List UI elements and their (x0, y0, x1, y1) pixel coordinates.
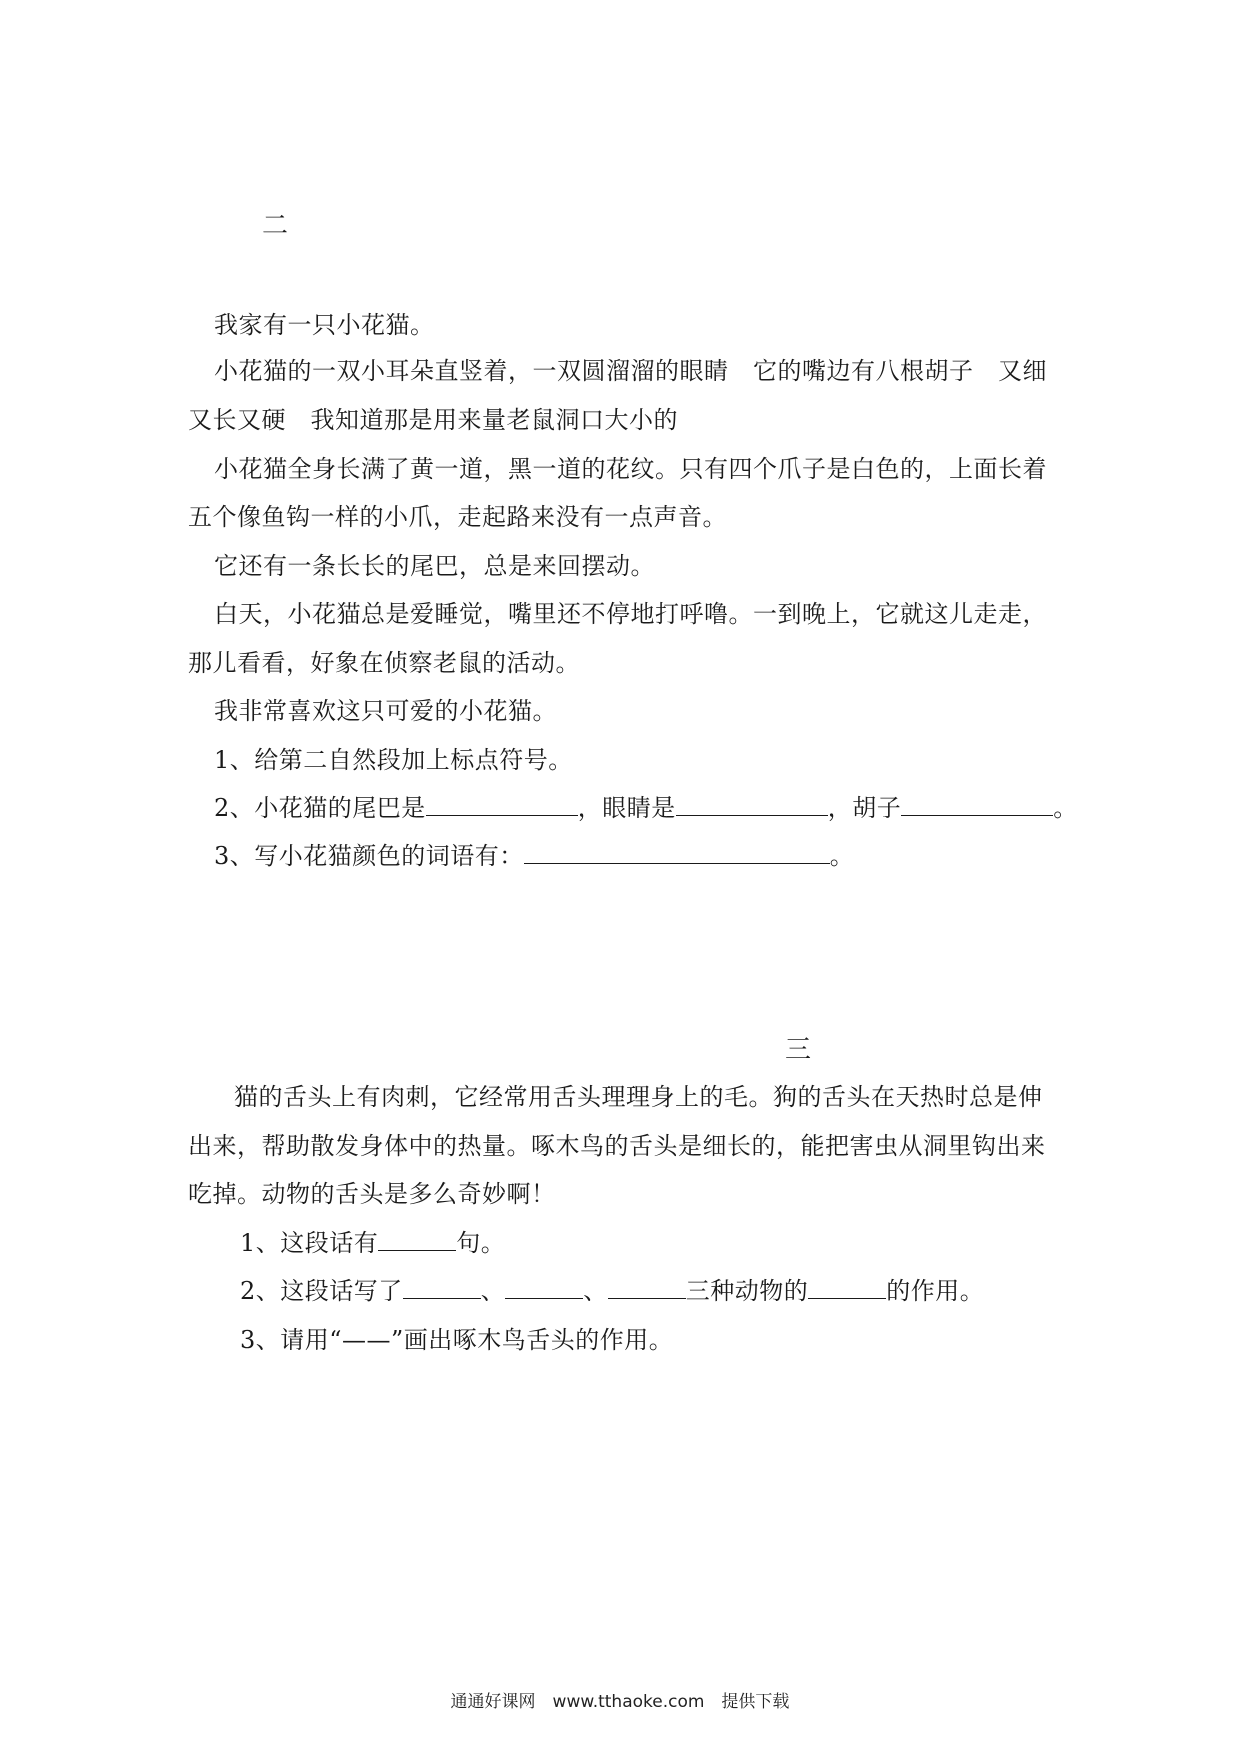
section-2-question-2 (214, 788, 1078, 828)
question-text: 、 (480, 1277, 506, 1305)
answer-blank-color-words[interactable] (524, 837, 830, 864)
section-3-heading: 三 (785, 1035, 812, 1065)
section-2-paragraph-3-line-2: 五个像鱼钩一样的小爪，走起路来没有一点声音。 (188, 503, 727, 531)
answer-blank-tail[interactable] (426, 789, 578, 816)
section-3-paragraph-line-2: 出来，帮助散发身体中的热量。啄木鸟的舌头是细长的，能把害虫从洞里钩出来 (188, 1132, 1046, 1160)
question-text: 的作用。 (886, 1277, 985, 1305)
section-2-paragraph-2-line-1: 小花猫的一双小耳朵直竖着，一双圆溜溜的眼睛 它的嘴边有八根胡子 又细 (214, 357, 1047, 385)
section-2-paragraph-6: 我非常喜欢这只可爱的小花猫。 (214, 697, 557, 725)
question-text: ，胡子 (827, 794, 902, 822)
question-text: 、 (583, 1277, 608, 1305)
question-text: 句。 (456, 1229, 506, 1257)
answer-blank-whiskers[interactable] (901, 789, 1053, 816)
section-2-paragraph-2-line-2: 又长又硬 我知道那是用来量老鼠洞口大小的 (188, 406, 678, 434)
section-2-heading: 二 (262, 211, 289, 241)
section-3-question-3: 3、请用“——”画出啄木鸟舌头的作用。 (240, 1326, 674, 1354)
answer-blank-sentence-count[interactable] (378, 1224, 456, 1251)
question-text: ，眼睛是 (577, 794, 676, 822)
question-text: 2、小花猫的尾巴是 (214, 794, 426, 822)
footer-source: 通通好课网 www.tthaoke.com 提供下载 (450, 1692, 790, 1712)
answer-blank-animal-2[interactable] (505, 1272, 583, 1299)
question-text: 。 (1053, 794, 1078, 822)
section-2-question-3 (214, 836, 854, 876)
section-2-paragraph-5-line-1: 白天，小花猫总是爱睡觉，嘴里还不停地打呼噜。一到晚上，它就这儿走走， (214, 600, 1047, 628)
section-3-question-1 (240, 1223, 505, 1263)
question-text: 3、写小花猫颜色的词语有： (214, 842, 524, 870)
question-text: 2、这段话写了 (240, 1277, 403, 1305)
answer-blank-body-part[interactable] (808, 1272, 886, 1299)
answer-blank-animal-3[interactable] (608, 1272, 686, 1299)
section-2-paragraph-1: 我家有一只小花猫。 (214, 311, 435, 339)
section-3-paragraph-line-1: 猫的舌头上有肉刺，它经常用舌头理理身上的毛。狗的舌头在天热时总是伸 (234, 1083, 1043, 1111)
section-2-paragraph-4: 它还有一条长长的尾巴，总是来回摆动。 (214, 552, 655, 580)
question-text: 三种动物的 (685, 1277, 809, 1305)
answer-blank-animal-1[interactable] (403, 1272, 481, 1299)
question-text: 。 (829, 842, 855, 870)
section-3-paragraph-line-3: 吃掉。动物的舌头是多么奇妙啊！ (188, 1180, 556, 1208)
section-3-question-2 (240, 1271, 984, 1311)
answer-blank-eyes[interactable] (676, 789, 828, 816)
section-2-question-1: 1、给第二自然段加上标点符号。 (214, 746, 573, 774)
question-text: 1、这段话有 (240, 1229, 379, 1257)
section-2-paragraph-3-line-1: 小花猫全身长满了黄一道，黑一道的花纹。只有四个爪子是白色的，上面长着 (214, 455, 1047, 483)
section-2-paragraph-5-line-2: 那儿看看，好象在侦察老鼠的活动。 (188, 649, 580, 677)
